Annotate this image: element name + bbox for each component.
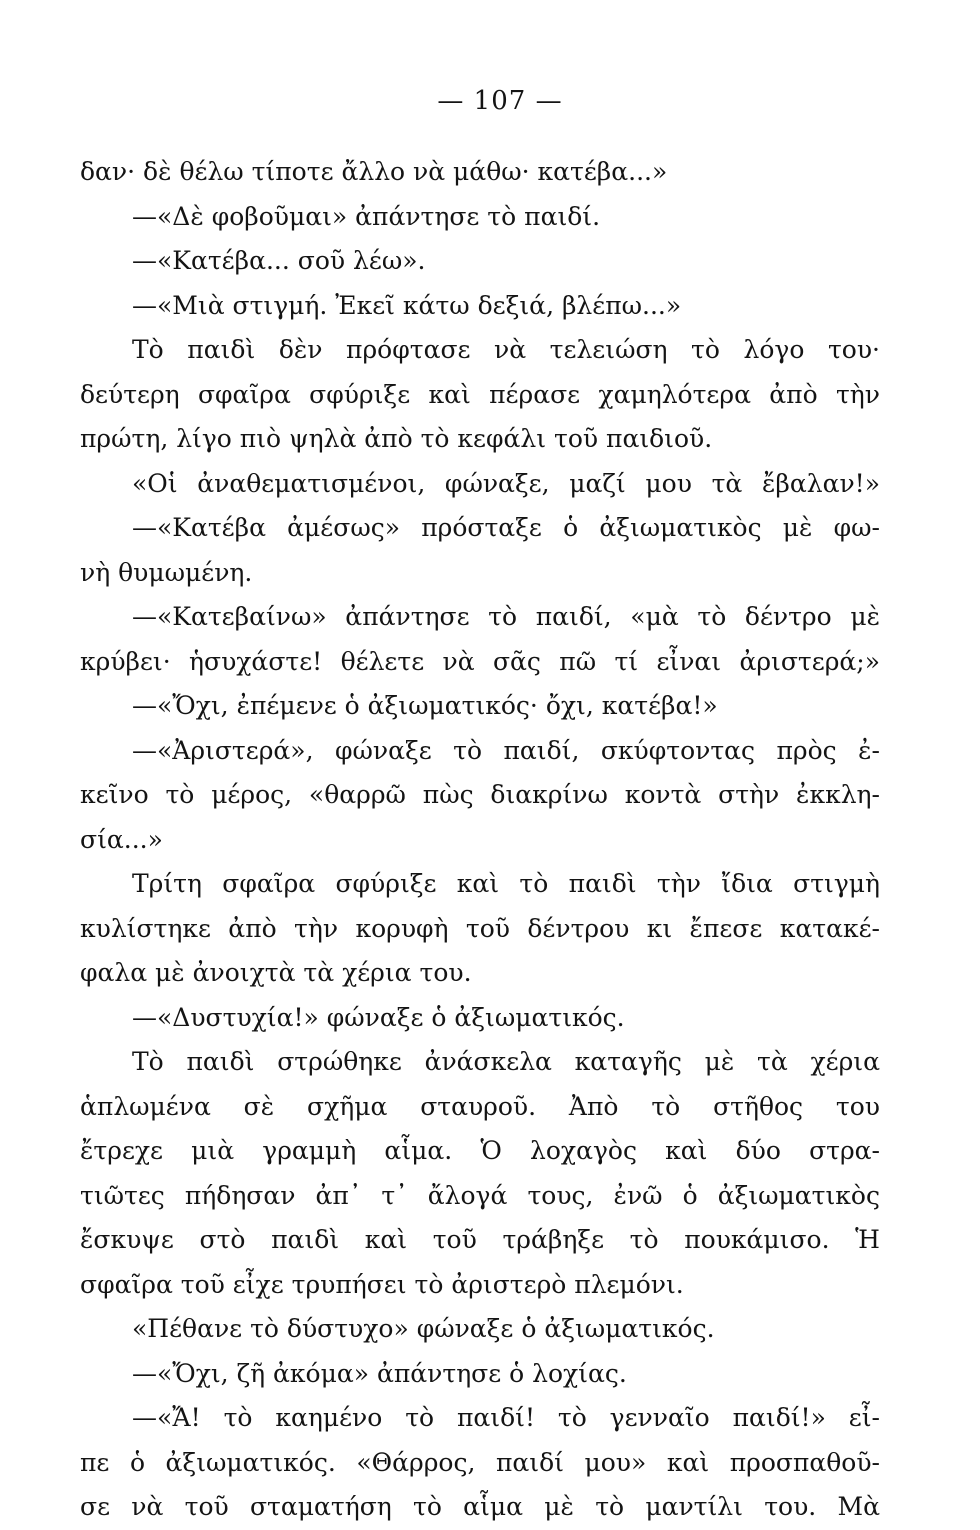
text-line: πρώτη, λίγο πιὸ ψηλὰ ἀπὸ τὸ κεφάλι τοῦ παιδιοῦ.: [80, 424, 713, 453]
text-line: κρύβει· ἡσυχάστε! θέλετε νὰ σᾶς πῶ τί εἶναι ἀριστερά;»: [80, 646, 880, 676]
text-line: Τὸ παιδὶ στρώθηκε ἀνάσκελα καταγῆς μὲ τὰ χέρια: [132, 1047, 880, 1076]
text-line: ἔτρεχε μιὰ γραμμὴ αἷμα. Ὁ λοχαγὸς καὶ δύο στρα-: [80, 1136, 880, 1165]
text-line: σία...»: [80, 824, 163, 854]
text-line: φαλα μὲ ἀνοιχτὰ τὰ χέρια του.: [80, 958, 472, 987]
text-line: κεῖνο τὸ μέρος, «θαρρῶ πὼς διακρίνω κοντὰ στὴν ἐκκλη-: [80, 780, 880, 809]
text-line: ἁπλωμένα σὲ σχῆμα σταυροῦ. Ἀπὸ τὸ στῆθος του: [80, 1091, 880, 1121]
text-line: —«Δὲ φοβοῦμαι» ἀπάντησε τὸ παιδί.: [132, 201, 601, 231]
page-number: — 107 —: [437, 86, 563, 116]
text-line: Τρίτη σφαῖρα σφύριξε καὶ τὸ παιδὶ τὴν ἴδια στιγμὴ: [132, 869, 880, 898]
text-line: «Οἱ ἀναθεματισμένοι, φώναξε, μαζί μου τὰ ἔβαλαν!»: [132, 468, 880, 498]
text-line: «Πέθανε τὸ δύστυχο» φώναξε ὁ ἀξιωματικός.: [132, 1314, 715, 1343]
text-line: σε νὰ τοῦ σταματήση τὸ αἷμα μὲ τὸ μαντίλι του. Μὰ: [80, 1492, 880, 1521]
text-line: τιῶτες πήδησαν ἀπ᾽ τ᾽ ἄλογά τους, ἐνῶ ὁ ἀξιωματικὸς: [80, 1180, 880, 1210]
text-line: δεύτερη σφαῖρα σφύριξε καὶ πέρασε χαμηλότερα ἀπὸ τὴν: [80, 379, 880, 409]
text-line: —«Κατεβαίνω» ἀπάντησε τὸ παιδί, «μὰ τὸ δέντρο μὲ: [132, 602, 880, 631]
text-line: πε ὁ ἀξιωματικός. «Θάρρος, παιδί μου» καὶ προσπαθοῦ-: [80, 1447, 880, 1477]
text-line: δαν· δὲ θέλω τίποτε ἄλλο νὰ μάθω· κατέβα...»: [80, 157, 668, 186]
text-line: —«Ὄχι, ἐπέμενε ὁ ἀξιωματικός· ὄχι, κατέβα!»: [132, 691, 718, 720]
text-line: —«Μιὰ στιγμή. Ἐκεῖ κάτω δεξιά, βλέπω...»: [132, 290, 682, 320]
text-line: σφαῖρα τοῦ εἶχε τρυπήσει τὸ ἀριστερὸ πλεμόνι.: [80, 1269, 684, 1299]
text-line: κυλίστηκε ἀπὸ τὴν κορυφὴ τοῦ δέντρου κι ἔπεσε κατακέ-: [80, 913, 880, 943]
text-line: Τὸ παιδὶ δὲν πρόφτασε νὰ τελειώση τὸ λόγο του·: [132, 335, 880, 364]
text-line: —«Κατέβα... σοῦ λέω».: [132, 246, 426, 275]
body-text: [80, 150, 880, 1530]
text-line: —«Ὄχι, ζῆ ἀκόμα» ἀπάντησε ὁ λοχίας.: [132, 1358, 627, 1388]
text-line: ἔσκυψε στὸ παιδὶ καὶ τοῦ τράβηξε τὸ πουκάμισο. Ἡ: [80, 1225, 880, 1254]
text-line: —«Δυστυχία!» φώναξε ὁ ἀξιωματικός.: [132, 1002, 625, 1032]
text-line: νὴ θυμωμένη.: [80, 557, 253, 587]
text-line: —«Ἀριστερά», φώναξε τὸ παιδί, σκύφτοντας πρὸς ἐ-: [132, 735, 880, 765]
text-line: —«Ἄ! τὸ καημένο τὸ παιδί! τὸ γενναῖο παιδί!» εἶ-: [132, 1403, 880, 1432]
text-line: —«Κατέβα ἀμέσως» πρόσταξε ὁ ἀξιωματικὸς μὲ φω-: [132, 513, 880, 542]
